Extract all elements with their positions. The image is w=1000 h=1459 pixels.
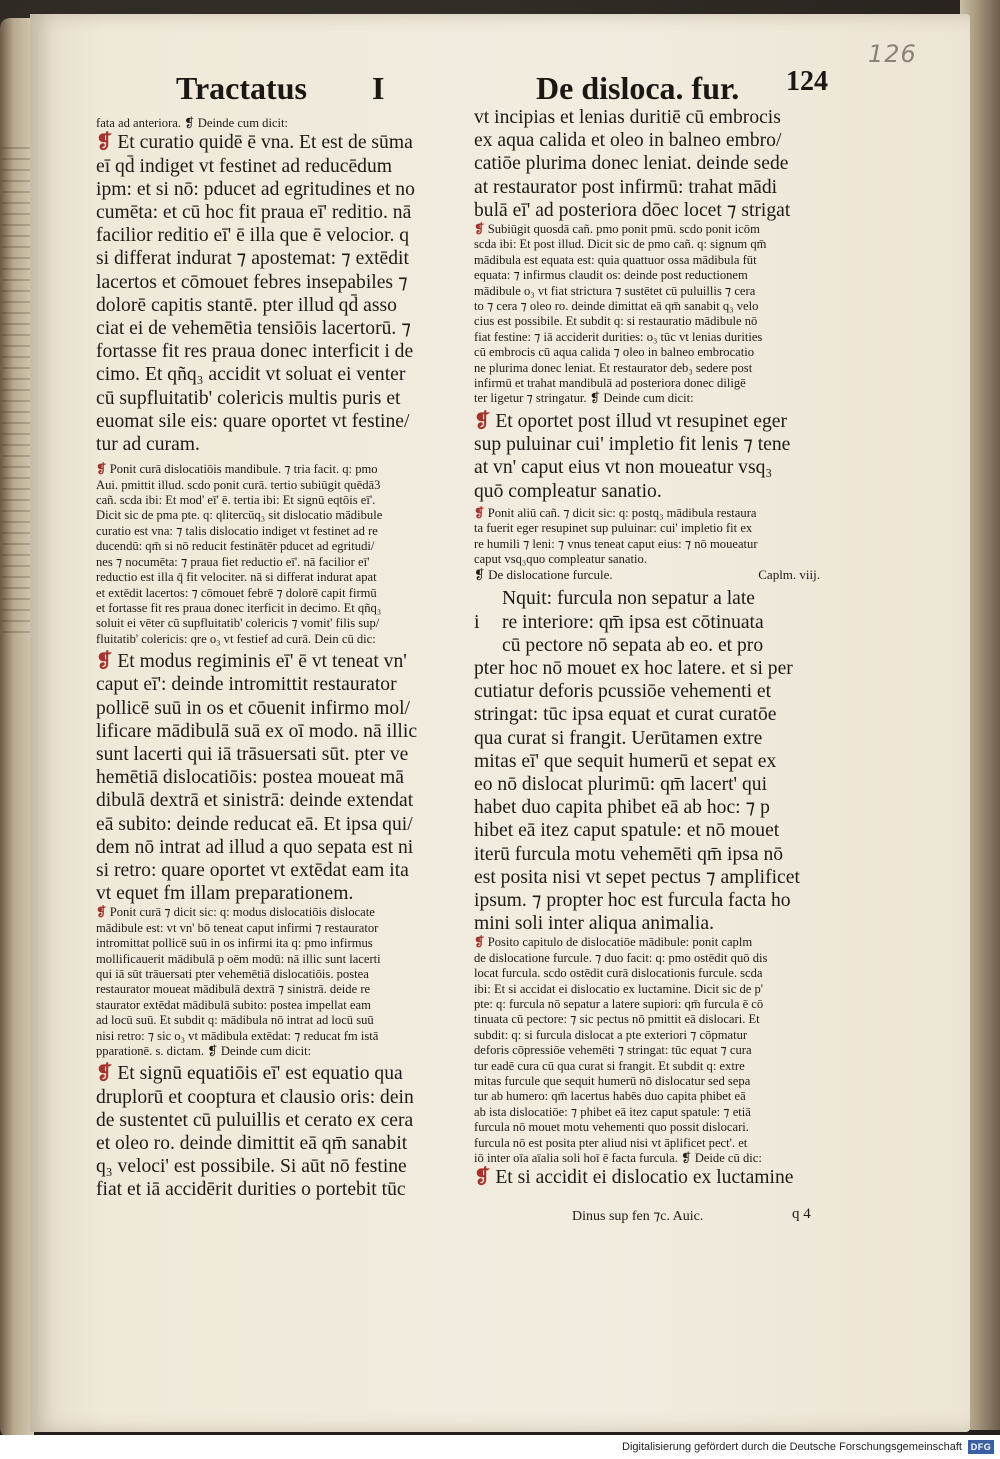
text-line <box>474 773 846 796</box>
line-text: Ponit curā ⁊ dicit sic: q: modus dislocatiōis dislocate <box>106 905 375 920</box>
text-line <box>474 703 846 726</box>
text-line <box>96 410 468 433</box>
commentary-line <box>474 951 846 966</box>
text-line <box>474 433 846 456</box>
line-text: tur ab humero: qm̄ lacertus habēs duo capita phibet eā <box>474 1089 746 1104</box>
left-page-bleed-text <box>2 138 32 638</box>
signature-mark: q 4 <box>792 1206 811 1222</box>
line-text: et extēdit lacertos: ⁊ cōmouet febrē ⁊ dolorē capit firmū <box>96 585 377 600</box>
line-text: iō inter oīa aīalia soli hoī ē facta furcula. ❡ Deide cū dic: <box>474 1151 762 1166</box>
line-text: ciat ei de vehemētia tensiōis lacertorū. ⁊ <box>96 318 411 340</box>
line-text: locat furcula. scdo ostēdit curā dislocationis furcule. scda <box>474 966 763 981</box>
line-text: est posita nisi vt sepet pectus ⁊ amplificet <box>474 866 800 888</box>
text-line <box>96 271 468 294</box>
commentary-line <box>474 314 846 329</box>
line-text: de sustentet cū puluillis et cerato ex cera <box>96 1109 414 1131</box>
line-text: eī qd̄ indiget vt festinet ad reducēdum <box>96 155 392 177</box>
line-text: mitas furcule que sequit humerū nō dislocatur sed sepa <box>474 1074 751 1089</box>
text-line <box>474 634 846 657</box>
text-line <box>96 882 468 905</box>
commentary-line <box>474 284 846 299</box>
text-line <box>96 155 468 178</box>
commentary-line <box>96 601 468 616</box>
dfg-logo: DFG <box>968 1440 994 1454</box>
text-line <box>474 410 846 433</box>
text-line <box>96 340 468 363</box>
line-text: Posito capitulo de dislocatiōe mādibule: ponit caplm <box>484 935 753 950</box>
text-line <box>96 720 468 743</box>
text-line <box>96 224 468 247</box>
line-text: tur eadē cura cū qua curat si frangit. Et subdit q: extre <box>474 1058 745 1073</box>
commentary-line <box>474 521 846 536</box>
line-text: mādibula est equata est: quia quattuor ossa mādibula fūt <box>474 252 757 267</box>
line-text: re interiore: qm̄ ipsa est cōtinuata <box>502 611 764 633</box>
commentary-line <box>474 966 846 981</box>
paragraph-mark: ❡ <box>474 410 491 432</box>
line-text: druplorū et cooptura et clausio oris: dein <box>96 1086 414 1108</box>
text-line <box>96 317 468 340</box>
commentary-line <box>96 998 468 1013</box>
line-text: Ponit aliū cañ. ⁊ dicit sic: q: postq₃ mādibula restaura <box>484 505 757 520</box>
line-text: et oleo ro. deinde dimittit eā qm̄ sanabit <box>96 1133 408 1155</box>
line-text: lificare mādibulā suā ex oī modo. nā illic <box>96 720 418 742</box>
commentary-line <box>474 391 846 406</box>
line-text: facilior reditio eī' ē illa que ē velocior. q <box>96 225 410 247</box>
line-text: at vn' caput eius vt non moueatur vsq₃ <box>474 457 773 479</box>
text-line <box>474 819 846 842</box>
line-text: cumēta: et cū hoc fit praua eī' reditio. nā <box>96 202 412 224</box>
chapter-title: ❡ De dislocatione furcule. <box>474 567 613 583</box>
text-line <box>96 387 468 410</box>
commentary-line <box>96 555 468 570</box>
line-text: fortasse fit res praua donec interficit i de <box>96 341 414 363</box>
text-line <box>96 673 468 696</box>
text-line <box>474 680 846 703</box>
line-text: sup puluinar cui' impletio fit lenis ⁊ tene <box>474 434 791 456</box>
line-text: nes ⁊ nocumēta: ⁊ praua fiet reductio eī'. nā facilior eī' <box>96 554 370 569</box>
commentary-line <box>96 493 468 508</box>
text-line <box>474 657 846 680</box>
text-line <box>96 650 468 673</box>
line-text: ta fuerit eger resupinet sup puluinar: cui' impletio fit ex <box>474 521 753 536</box>
running-head-left: Tractatus <box>176 70 307 106</box>
line-text: ipm: et si nō: pducet ad egritudines et no <box>96 178 415 200</box>
commentary-line <box>96 982 468 997</box>
line-text: cū supfluitatib' colericis multis puris et <box>96 387 401 409</box>
paragraph-mark: ❡ <box>96 651 113 673</box>
line-text: ter ligetur ⁊ stringatur. ❡ Deinde cum dicit: <box>474 391 694 406</box>
commentary-line <box>474 1105 846 1120</box>
line-text: si differat indurat ⁊ apostemat: ⁊ extēdit <box>96 248 409 270</box>
commentary-line <box>474 1028 846 1043</box>
text-line <box>474 796 846 819</box>
text-line <box>96 1178 468 1201</box>
commentary-line <box>96 116 468 131</box>
commentary-line <box>474 361 846 376</box>
right-text-column <box>474 106 846 1190</box>
pencil-folio-number: 126 <box>868 40 917 68</box>
line-text: Subiūgit quosdā cañ. pmo ponit pmū. scdo ponit icōm <box>484 222 760 237</box>
text-line <box>96 1109 468 1132</box>
line-text: cū pectore nō sepata ab eo. et pro <box>502 634 764 656</box>
text-line <box>96 766 468 789</box>
text-line <box>96 247 468 270</box>
line-text: reductio est illa q̄ fit velociter. nā si differat indurat apat <box>96 570 377 585</box>
line-text: et fortasse fit res praua donec iterficit in decimo. Et qñq₃ <box>96 600 382 615</box>
line-text: pte: q: furcula nō sepatur a latere supiori: qm̄ furcula ē cō <box>474 997 764 1011</box>
line-text: lacertos et cōmouet febres insepabiles ⁊ <box>96 271 408 293</box>
commentary-line <box>474 1012 846 1027</box>
commentary-line <box>474 1120 846 1135</box>
text-line <box>474 1166 846 1189</box>
text-line <box>96 294 468 317</box>
signature-line: Dinus sup fen ⁊c. Auic. <box>572 1209 704 1224</box>
line-text: intromittat pollicē suū in os infirmi ita q: pmo infirmus <box>96 936 373 951</box>
line-text: caput eī': deinde intromittit restaurator <box>96 674 397 696</box>
text-line <box>474 866 846 889</box>
commentary-line <box>474 253 846 268</box>
line-text: soluit ei vēter cū supfluitatib' colericis ⁊ vomit' filis sup/ <box>96 616 380 631</box>
line-text: q₃ veloci' est possibile. Si aūt nō festine <box>96 1156 407 1178</box>
commentary-line <box>474 997 846 1012</box>
line-text: ne plurima donec leniat. Et restaurator deb₃ sedere post <box>474 360 753 375</box>
commentary-line <box>96 478 468 493</box>
commentary-line <box>474 506 846 521</box>
line-text: Et oportet post illud vt resupinet eger <box>490 410 787 432</box>
line-text: curatio est vna: ⁊ talis dislocatio indiget vt festinet ad re <box>96 523 378 538</box>
right-column-part-1 <box>474 106 846 567</box>
line-text: Et modus regiminis eī' ē vt teneat vn' <box>112 651 407 673</box>
commentary-line <box>96 462 468 477</box>
line-text: Dicit sic de pma pte. q: qlitercūq₃ sit dislocatio mādibule <box>96 508 383 523</box>
text-line <box>474 129 846 152</box>
line-text: mini soli inter aliqua animalia. <box>474 913 714 935</box>
line-text: scda ibi: Et post illud. Dicit sic de pmo cañ. q: signum qm̄ <box>474 237 767 252</box>
text-line <box>474 199 846 222</box>
left-text-column <box>96 116 468 1202</box>
commentary-line <box>474 1074 846 1089</box>
line-text: quō compleatur sanatio. <box>474 480 662 502</box>
line-text: to ⁊ cera ⁊ oleo ro. deinde dimittat eā qm̄ sanabit q₃ velo <box>474 299 759 314</box>
paragraph-mark: ❡ <box>474 505 485 520</box>
line-text: dem nō intrat ad illud a quo sepata est ni <box>96 836 414 858</box>
line-text: staurator extēdat mādibulā subito: postea impellat eam <box>96 997 371 1012</box>
commentary-line <box>474 552 846 567</box>
line-text: de dislocatione furcule. ⁊ duo facit: q: pmo ostēdit quō dis <box>474 950 768 965</box>
line-text: cius est possibile. Et subdit q: si restauratio mādibule nō <box>474 314 758 329</box>
line-text: tinuata cū pectore: ⁊ sic pectus nō pmittit eā dislocari. Et <box>474 1012 760 1027</box>
line-text: hemētiā dislocatiōis: postea moueat mā <box>96 767 404 789</box>
commentary-line <box>96 616 468 631</box>
commentary-line <box>96 632 468 647</box>
line-text: qua curat si frangit. Uerūtamen extre <box>474 727 763 749</box>
text-line <box>96 743 468 766</box>
commentary-line <box>96 967 468 982</box>
line-text: qui iā sūt trāuersati pter vehemētiā dislocatiōis. postea <box>96 966 369 981</box>
text-line <box>474 889 846 912</box>
line-text: cimo. Et qñq₃ accidit vt soluat ei venter <box>96 364 406 386</box>
commentary-line <box>474 330 846 345</box>
chapter-heading <box>474 567 846 583</box>
line-text: si retro: quare oportet vt extēdat eam ita <box>96 859 409 881</box>
line-text: mādibule est: vt vn' bō teneat caput infirmi ⁊ restaurator <box>96 920 379 935</box>
left-page-stack <box>0 18 34 1438</box>
commentary-line <box>474 935 846 950</box>
footer-bar <box>0 1435 1000 1459</box>
line-text: eā subito: deinde reducat eā. Et ipsa qui/ <box>96 813 413 835</box>
line-text: infirmū et trahat mandibulā ad posteriora donec diligē <box>474 376 746 391</box>
line-text: eo nō dislocat plurimū: qm̄ lacert' qui <box>474 773 768 795</box>
text-line <box>96 836 468 859</box>
chapter-number: Caplm. viij. <box>758 567 820 583</box>
line-text: restaurator moueat mādibulā dextrā ⁊ sinistrā. deide re <box>96 982 371 997</box>
text-line <box>96 859 468 882</box>
text-line <box>96 789 468 812</box>
text-line <box>474 106 846 129</box>
line-text: hibet eā itez caput spatule: et nō mouet <box>474 820 780 842</box>
commentary-line <box>474 299 846 314</box>
line-text: bulā eī' ad posteriora dōec locet ⁊ strigat <box>474 199 791 221</box>
line-text: cutiatur deforis pcussiōe vehementi et <box>474 681 772 703</box>
line-text: tur ad curam. <box>96 434 200 456</box>
line-text: cañ. scda ibi: Et mod' eī' ē. tertia ibi: Et signū eqtōis eī'. <box>96 493 376 508</box>
line-text: deforis cōpressiōe vehemēti ⁊ stringat: tūc equat ⁊ cura <box>474 1043 752 1058</box>
commentary-line <box>474 222 846 237</box>
text-line <box>474 912 846 935</box>
text-line <box>474 152 846 175</box>
commentary-line <box>474 1151 846 1166</box>
line-text: pollicē suū in os et cōuenit infirmo mol/ <box>96 697 410 719</box>
line-text: mitas eī' que sequit humerū et sepat ex <box>474 750 777 772</box>
line-text: ab ista dislocatiōe: ⁊ phibet eā itez caput spatule: ⁊ etiā <box>474 1104 751 1119</box>
line-text: Et curatio quidē ē vna. Et est de sūma <box>112 132 413 154</box>
commentary-line <box>96 570 468 585</box>
line-text: fiat et iā accidērit durities o portebit tūc <box>96 1179 406 1201</box>
line-text: cū embrocis cū aqua calida ⁊ oleo in balneo embrocatio <box>474 345 755 360</box>
commentary-line <box>96 524 468 539</box>
paragraph-mark: ❡ <box>96 905 107 920</box>
running-head-roman: I <box>372 70 385 106</box>
line-text: habet duo capita phibet eā ab hoc: ⁊ p <box>474 797 770 819</box>
line-text: dolorē capitis stantē. pter illud qd̄ asso <box>96 294 397 316</box>
text-line <box>474 480 846 503</box>
commentary-line <box>474 345 846 360</box>
commentary-line <box>96 952 468 967</box>
text-line <box>96 1062 468 1085</box>
commentary-line <box>474 268 846 283</box>
text-line <box>474 176 846 199</box>
line-text: equata: ⁊ infirmus claudit os: deinde post reductionem <box>474 268 748 283</box>
guide-letter: i <box>474 610 480 633</box>
line-text: Et signū equatiōis eī' est equatio qua <box>112 1063 403 1085</box>
line-text: re humili ⁊ leni: ⁊ vnus teneat caput eius: ⁊ nō moueatur <box>474 536 758 551</box>
text-line <box>96 697 468 720</box>
text-line <box>96 1132 468 1155</box>
line-text: pparationē. s. dictam. ❡ Deinde cum dicit: <box>96 1044 312 1059</box>
commentary-line <box>474 237 846 252</box>
paragraph-mark: ❡ <box>96 1063 113 1085</box>
page-number: 124 <box>786 66 828 97</box>
line-text: Nquit: furcula non sepatur a late <box>502 588 755 610</box>
line-text: euomat sile eis: quare oportet vt festine/ <box>96 410 410 432</box>
line-text: pter hoc nō mouet ex hoc latere. et si per <box>474 657 793 679</box>
line-text: ad locū suū. Et subdit q: mādibula nō intrat ad locū suū <box>96 1013 374 1028</box>
line-text: at restaurator post infirmū: trahat mādi <box>474 176 778 198</box>
text-line <box>96 433 468 456</box>
commentary-line <box>96 586 468 601</box>
commentary-line <box>474 376 846 391</box>
paragraph-mark: ❡ <box>96 462 107 477</box>
line-text: Ponit curā dislocatiōis mandibule. ⁊ tria facit. q: pmo <box>106 462 378 477</box>
text-line <box>96 363 468 386</box>
text-line <box>474 727 846 750</box>
line-text: Et si accidit ei dislocatio ex luctamine <box>490 1167 794 1189</box>
line-text: Aui. pmittit illud. scdo ponit curā. tertio subiūgit quēdā3 <box>96 477 381 492</box>
line-text: mollificauerit mādibulā p oēm modū: nā illic sunt lacerti <box>96 951 381 966</box>
commentary-line <box>474 1043 846 1058</box>
line-text: nisi retro: ⁊ sic o₃ vt mādibula extēdat: ⁊ reducat fm istā <box>96 1028 379 1043</box>
line-text: caput vsq₃quo compleatur sanatio. <box>474 551 647 566</box>
line-text: ducendū: qm̄ si nō reducit festinātēr pducet ad egritudi/ <box>96 539 375 554</box>
text-line <box>474 587 846 610</box>
text-line <box>96 1155 468 1178</box>
line-text: catiōe plurima donec leniat. deinde sede <box>474 153 789 175</box>
running-head-right: De disloca. fur. <box>536 70 740 106</box>
text-line <box>474 611 846 634</box>
commentary-line <box>96 905 468 920</box>
text-line <box>96 1086 468 1109</box>
line-text: fluitatib' colericis: qre o₃ vt festief ad curā. Dein cū dic: <box>96 631 376 646</box>
line-text: subdit: q: si furcula dislocat a pte exteriori ⁊ cōpmatur <box>474 1027 748 1042</box>
commentary-line <box>96 508 468 523</box>
paragraph-mark: ❡ <box>474 935 485 950</box>
text-line <box>474 843 846 866</box>
commentary-line <box>474 1089 846 1104</box>
commentary-line <box>474 1136 846 1151</box>
line-text: furcula nō est posita pter aliud nisi vt āplificet pect'. et <box>474 1135 748 1150</box>
line-text: dibulā dextrā et sinistrā: deinde extendat <box>96 790 414 812</box>
commentary-line <box>96 936 468 951</box>
right-column-part-2 <box>474 587 846 1189</box>
commentary-line <box>96 539 468 554</box>
line-text: ibi: Et si accidat ei dislocatio ex luctamine. Dicit sic de p' <box>474 981 764 996</box>
commentary-line <box>96 1029 468 1044</box>
commentary-line <box>96 921 468 936</box>
line-text: fiat festine: ⁊ iā acciderit durities: o₃ tūc vt lenias durities <box>474 329 763 344</box>
text-line <box>474 456 846 479</box>
commentary-line <box>96 1013 468 1028</box>
paragraph-mark: ❡ <box>474 222 485 237</box>
footer-credit: Digitalisierung gefördert durch die Deutsche Forschungsgemeinschaft <box>622 1441 962 1453</box>
line-text: mādibule o₃ vt fiat strictura ⁊ sustētet cū puluillis ⁊ cera <box>474 283 756 298</box>
text-line <box>96 178 468 201</box>
line-text: ex aqua calida et oleo in balneo embro/ <box>474 130 782 152</box>
line-text: furcula nō mouet motu vehementi quo possit dislocari. <box>474 1120 749 1135</box>
text-line <box>96 201 468 224</box>
text-line <box>96 131 468 154</box>
line-text: fata ad anteriora. ❡ Deinde cum dicit: <box>96 116 289 130</box>
text-line <box>96 813 468 836</box>
paragraph-mark: ❡ <box>96 132 113 154</box>
line-text: vt equet fm illam preparationem. <box>96 883 354 905</box>
commentary-line <box>474 982 846 997</box>
commentary-line <box>474 1059 846 1074</box>
commentary-line <box>474 537 846 552</box>
paragraph-mark: ❡ <box>474 1167 491 1189</box>
line-text: stringat: tūc ipsa equat et curat curatōe <box>474 704 777 726</box>
line-text: sunt lacerti qui iā trāsuersati sūt. pter ve <box>96 743 409 765</box>
line-text: ipsum. ⁊ propter hoc est furcula facta ho <box>474 889 791 911</box>
line-text: iterū furcula motu vehemēti qm̄ ipsa nō <box>474 843 784 865</box>
line-text: vt incipias et lenias duritiē cū embrocis <box>474 107 781 128</box>
commentary-line <box>96 1044 468 1059</box>
text-line <box>474 750 846 773</box>
